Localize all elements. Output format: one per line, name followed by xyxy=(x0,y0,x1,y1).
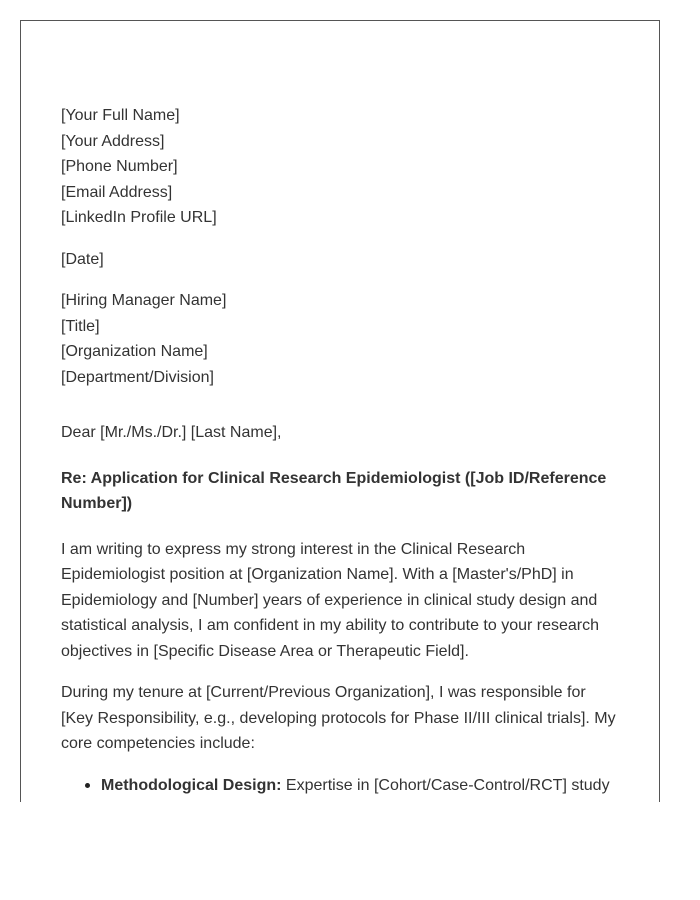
sender-email: [Email Address] xyxy=(61,183,173,201)
sender-block xyxy=(61,103,621,231)
competency-label: Methodological Design: xyxy=(101,776,282,794)
paragraph-line: statistical analysis, I am confident in my ability to contribute to your research xyxy=(61,617,600,634)
letter-content xyxy=(61,103,621,798)
paragraph-line: Epidemiologist position at [Organization Name]. With a [Master's/PhD] in xyxy=(61,566,574,583)
letter-page xyxy=(20,20,660,802)
paragraph-experience xyxy=(61,680,621,757)
sender-phone: [Phone Number] xyxy=(61,158,178,175)
date-block xyxy=(61,247,621,273)
paragraph-intro xyxy=(61,537,621,665)
salutation-block xyxy=(61,420,621,446)
paragraph-line: core competencies include: xyxy=(61,735,255,752)
letter-date: [Date] xyxy=(61,250,104,268)
paragraph-line: [Key Responsibility, e.g., developing protocols for Phase II/III clinical trials]. My xyxy=(61,709,616,727)
recipient-department: [Department/Division] xyxy=(61,368,214,386)
sender-address: [Your Address] xyxy=(61,132,165,150)
sender-name: [Your Full Name] xyxy=(61,107,180,124)
paragraph-line: I am writing to express my strong interest in the Clinical Research xyxy=(61,540,526,558)
competency-text: Expertise in [Cohort/Case-Control/RCT] study xyxy=(281,776,610,794)
subject-line-1: Re: Application for Clinical Research Epidemiologist ([Job ID/Reference xyxy=(61,469,607,487)
recipient-organization: [Organization Name] xyxy=(61,343,208,360)
paragraph-line: objectives in [Specific Disease Area or Therapeutic Field]. xyxy=(61,642,469,660)
recipient-name: [Hiring Manager Name] xyxy=(61,292,227,309)
paragraph-line: Epidemiology and [Number] years of experience in clinical study design and xyxy=(61,591,598,609)
recipient-title: [Title] xyxy=(61,317,100,335)
competencies-list xyxy=(61,773,621,799)
subject-line xyxy=(61,466,621,517)
list-item xyxy=(101,773,621,799)
subject-line-2: Number]) xyxy=(61,495,133,512)
paragraph-line: During my tenure at [Current/Previous Organization], I was responsible for xyxy=(61,684,586,701)
salutation: Dear [Mr./Ms./Dr.] [Last Name], xyxy=(61,424,282,441)
sender-linkedin: [LinkedIn Profile URL] xyxy=(61,209,217,226)
recipient-block xyxy=(61,288,621,390)
